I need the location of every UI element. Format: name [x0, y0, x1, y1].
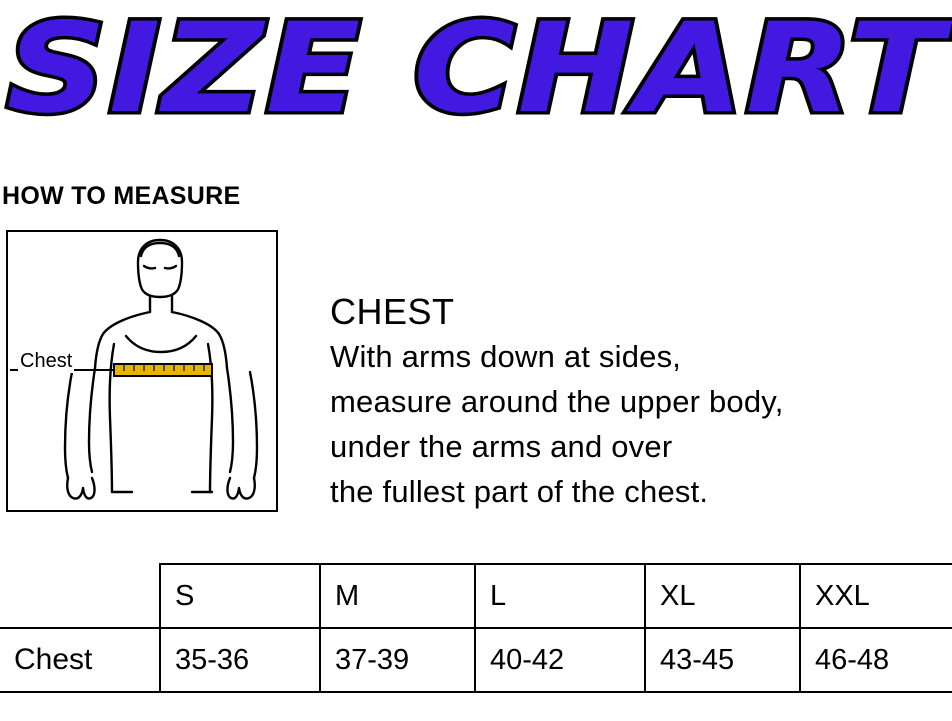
table-cell-chest-l: 40-42: [475, 628, 645, 692]
table-col-header-l: L: [475, 564, 645, 628]
table-col-header-m: M: [320, 564, 475, 628]
table-cell-chest-xl: 43-45: [645, 628, 800, 692]
description-line-2: measure around the upper body,: [330, 384, 784, 419]
table-header-row: [0, 564, 952, 628]
measurement-description: [330, 290, 945, 514]
page-title-text: SIZE CHART: [6, 0, 946, 141]
description-line-4: the fullest part of the chest.: [330, 474, 709, 509]
table-corner-cell: [0, 564, 160, 628]
table-cell-chest-s: 35-36: [160, 628, 320, 692]
table-col-header-s: S: [160, 564, 320, 628]
figure-measure-label: Chest: [20, 350, 73, 372]
table-col-header-xxl: XXL: [800, 564, 952, 628]
description-heading: CHEST: [330, 291, 455, 332]
table-row: [0, 628, 952, 692]
description-line-1: With arms down at sides,: [330, 339, 682, 374]
how-to-measure-heading: HOW TO MEASURE: [2, 182, 241, 210]
page-title: [0, 0, 952, 144]
table-cell-chest-m: 37-39: [320, 628, 475, 692]
table-col-header-xl: XL: [645, 564, 800, 628]
table-cell-chest-xxl: 46-48: [800, 628, 952, 692]
table-row-header-chest: Chest: [0, 628, 160, 692]
description-line-3: under the arms and over: [330, 429, 673, 464]
size-table: [0, 563, 952, 693]
